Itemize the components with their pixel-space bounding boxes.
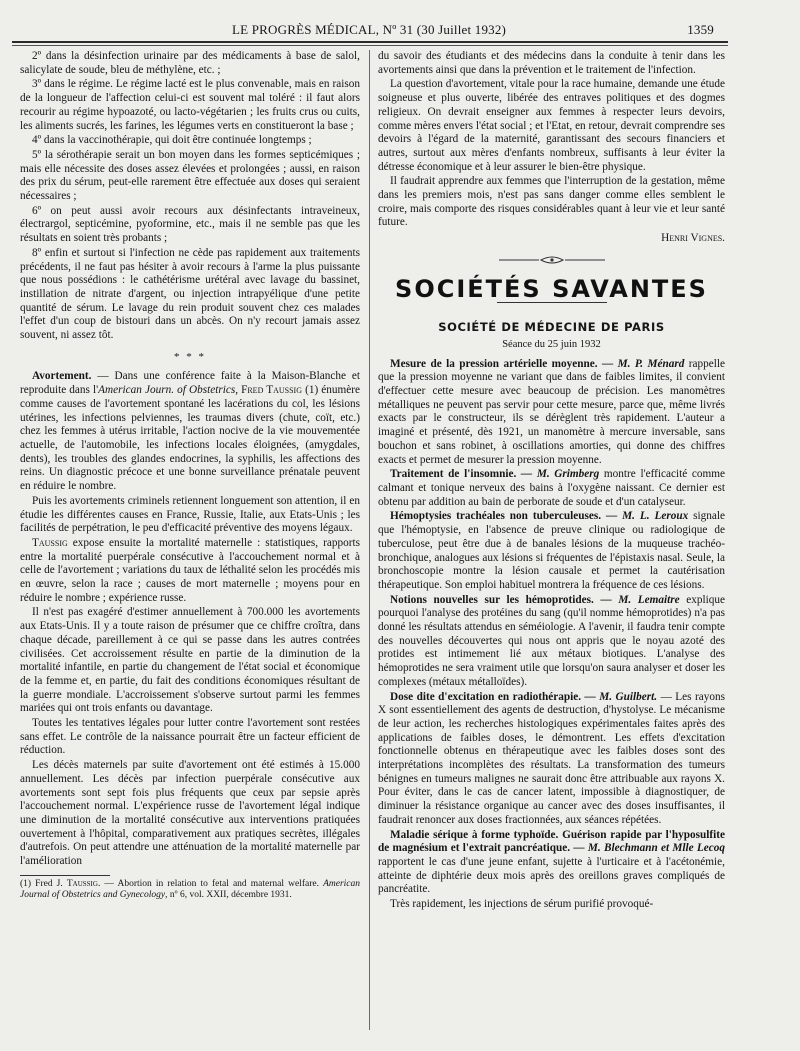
ornament-divider <box>378 254 725 271</box>
paragraph: 6º on peut aussi avoir recours aux désinfectants intraveineux, électrargol, septicémine, pyoformine, etc., mais il ne semble pas que les résultats en soient très probants ; <box>20 204 360 245</box>
communication: Dose dite d'excitation en radiothérapie. — M. Guilbert. — Les rayons X sont essentiellement des agents de destruction, d'hystolyse. Le mécanisme de leur action, les recherches histologiques expérimentales faites après des applications de faibles doses, le démontrent. Les effets d'excitation fonctionnelle obtenus en thérapeutique avec les faibles doses sont des interprétations incomplètes des résultats. La transformation des tumeurs bénignes en tumeurs malignes ne saurait donc être attribuable aux rayons X. Pour éviter, dans le cas de cancer latent, impossible à diagnostiquer, de diminuer la résistance organique au cancer avec des doses insuffisantes, il faudrait renoncer aux doses fractionnées, aux séances répétées. <box>378 690 725 826</box>
left-column <box>20 50 360 902</box>
column-divider <box>369 50 370 1030</box>
communication-title: Dose dite d'excitation en radiothérapie. <box>390 690 582 703</box>
author-name: — M. Lemaitre <box>593 593 680 606</box>
communication-title: Traitement de l'insomnie. <box>390 468 517 481</box>
ornament-icon <box>497 254 607 266</box>
paragraph: Il n'est pas exagéré d'estimer annuellement à 700.000 les avortements aux Etats-Unis. Il y a toute raison de présumer que ce chiffre croîtra, dans chaque décade, pareillement à ce qui se passe dans les autres contrées civilisées. Cet accroissement résulte en partie de la diminution de la mortalité infantile, en partie du changement de l'état social et économique de la femme et, en partie, du fait des conditions économiques résultant de la guerre mondiale. L'accroissement s'observe surtout parmi les femmes mariées qui ont trois enfants ou davantage. <box>20 606 360 715</box>
paragraph: Taussig expose ensuite la mortalité maternelle : statistiques, rapports entre la mortalité puerpérale consécutive à l'accouchement normal et à celle de l'avortement ; variations du taux de léthalité selon les procédés mis en œuvre, selon la race ; causes de mort maternelle ; moyens pour en réduire le nombre ; expérience russe. <box>20 536 360 604</box>
paragraph: Il faudrait apprendre aux femmes que l'interruption de la gestation, même dans les premiers mois, n'est pas sans danger comme elles semblent le croire, mais comporte des risques considérables quant à leur vie et leur santé future. <box>378 175 725 229</box>
author-name: — M. P. Ménard <box>597 357 685 370</box>
communication-title: Mesure de la pression artérielle moyenne. <box>390 357 598 370</box>
header-rule <box>12 41 728 43</box>
communication: Maladie sérique à forme typhoïde. Guérison rapide par l'hyposulfite de magnésium et l'extrait pancréatique. — M. Blechmann et Mlle Lecoq rapportent le cas d'une jeune enfant, sujette à l'urticaire et à l'acétonémie, atteinte de diphtérie deux mois après des oreillons graves compliqués de pancréatite. <box>378 828 725 896</box>
communication: Hémoptysies trachéales non tuberculeuses. — M. L. Leroux signale que l'hémoptysie, en l'absence de preuve clinique ou radiologique de tuberculose, peut être due à de banales lésions de la muqueuse trachéo-bronchique, analogues aux lésions si fréquentes de l'épistaxis nasal. Seule, la bronchoscopie montre la lésion causale et permet la cautérisation thérapeutique. Son emploi habituel montrera la fréquence de ces lésions. <box>378 510 725 591</box>
communication-title: Hémoptysies trachéales non tuberculeuses. <box>390 510 602 523</box>
page-header <box>0 20 800 42</box>
paragraph: Avortement. — Dans une conférence faite à la Maison-Blanche et reproduite dans l'American Journ. of Obstetrics, Fred Taussig (1) énumère comme causes de l'avortement spontané les lacérations du col, les lésions utérines, les infections pelviennes, les traumas divers (chute, coït, etc.) chez les femmes à utérus irritable, l'action nocive de la vie mouvementée actuelle, de l'automobile, les infections locales éloignées, (amygdales, dents), les troubles des glandes endocrines, la syphilis, les affections des reins. Un diagnostic précoce et une bonne surveillance prénatale peuvent en réduire le nombre. <box>20 370 360 493</box>
society-title: SOCIÉTÉ DE MÉDECINE DE PARIS <box>438 320 665 335</box>
header-rule-thin <box>12 45 728 46</box>
author-name: — M. Blechmann et Mlle Lecoq <box>570 842 725 855</box>
paragraph: Puis les avortements criminels retiennent longuement son attention, il en étudie les différentes causes en France, Russie, Italie, aux Etats-Unis ; les facilités de perpétration, le peu d'efficacité préventive des moyens légaux. <box>20 494 360 535</box>
author-name: — M. Guilbert. <box>581 690 658 703</box>
author-name: — M. L. Leroux <box>601 510 689 523</box>
paragraph: 8º enfin et surtout si l'infection ne cède pas rapidement aux traitements précédents, il ne faut pas hésiter à avoir recours à l'arme la plus puissante que nous possédions : le cathétérisme urétéral avec lavage du bassinet, instillation de nitrate d'argent, ou injection intrapyélique d'une petite quantité de sérum. Le lavage du rein produit souvent chez ces malades l'effet d'un coup de bistouri dans un abcès. On n'y recourt jamais assez souvent, ni assez tôt. <box>20 246 360 342</box>
section-title: SOCIÉTÉS SAVANTES <box>395 274 708 303</box>
session-date: Séance du 25 juin 1932 <box>502 338 601 350</box>
page-number: 1359 <box>687 22 714 37</box>
footnote: (1) Fred J. Taussig. — Abortion in relation to fetal and maternal welfare. American Journal of Obstetrics and Gynecology, nº 6, vol. XXII, décembre 1931. <box>20 878 360 901</box>
asterism: * * * <box>174 350 206 363</box>
paragraph: 4º dans la vaccinothérapie, qui doit être continuée longtemps ; <box>32 134 312 147</box>
communication: Notions nouvelles sur les hémoprotides. — M. Lemaitre explique pourquoi l'analyse des protéines du sang (qu'il nomme hémoprotides) n'a pas donné les résultats attendus en séméiologie. A l'avenir, il faudra tenir compte des nouvelles découvertes qui nous ont appris que le noyau azoté des protides est intimement lié aux métaux biotiques. L'analyse des hémoprotides ne sera vraiment utile que lorsqu'on saura analyser et doser les complexes (métaux métalloïdes). <box>378 593 725 688</box>
journal-title: American Journ. of Obstetrics <box>98 384 236 397</box>
author-name: Fred Taussig <box>241 384 302 397</box>
footnote-rule <box>20 875 110 876</box>
signature: Henri Vignes. <box>661 232 725 245</box>
communication-title: Maladie sérique à forme typhoïde. Guérison rapide par l'hyposulfite de magnésium et l'extrait pancréatique. <box>378 828 725 855</box>
paragraph: Très rapidement, les injections de sérum purifié provoqué- <box>390 898 654 911</box>
communication: Traitement de l'insomnie. — M. Grimberg montre l'efficacité comme calmant et tonique nerveux des bains à l'oxygène naissant. Ce dernier est obtenu par addition au bain de perborate de soude et d'un catalyseur. <box>378 468 725 508</box>
author-name: — M. Grimberg <box>516 468 600 481</box>
right-column <box>378 50 725 913</box>
paragraph: 5º la sérothérapie serait un bon moyen dans les formes septicémiques ; mais elle nécessite des doses assez élevées et prolongées ; aussi, en raison des prix du sérum, peut-elle rarement être effectuée aux doses qui seraient nécessaires ; <box>20 148 360 203</box>
communication-title: Notions nouvelles sur les hémoprotides. <box>390 593 594 606</box>
paragraph: Toutes les tentatives légales pour lutter contre l'avortement sont restées sans effet. Le contrôle de la naissance pourrait être un facteur efficient de réduction. <box>20 717 360 757</box>
paragraph: La question d'avortement, vitale pour la race humaine, demande une étude soigneuse et plus ouverte, libérée des entraves politiques et des dogmes religieux. On devrait enseigner aux femmes à respecter leurs devoirs, comme mères envers l'état social ; et l'Etat, en retour, devrait comprendre ses devoirs à l'égard de la maternité, garantissant des secours financiers et autres, surtout aux mères d'enfants nombreux, suffisants à leur éviter la détresse économique et à leur assurer le bien-être physique. <box>378 78 725 173</box>
author-name: Taussig <box>32 536 68 549</box>
paragraph: 3º dans le régime. Le régime lacté est le plus convenable, mais en raison de la longueur de l'affection celui-ci est souvent mal toléré : il faut alors recourir au régime hypoazoté, ou lacto-végétarien ; les fruits crus ou cuits, les aliments sucrés, les farines, les légumes verts en constitueront la base ; <box>20 78 360 132</box>
paragraph: 2º dans la désinfection urinaire par des médicaments à base de salol, salicylate de soude, bleu de méthylène, etc. ; <box>20 50 360 76</box>
article-heading: Avortement. <box>32 370 92 383</box>
running-title: LE PROGRÈS MÉDICAL, Nº 31 (30 Juillet 1932) <box>232 22 507 37</box>
paragraph: Les décès maternels par suite d'avortement ont été estimés à 15.000 annuellement. Les décès par infection puerpérale consécutive aux avortements sont sept fois plus fréquents que ceux par sepsie après l'accouchement normal. L'expérience russe de l'avortement légal indique une diminution de la mortalité consécutive aux interventions pratiquées ouvertement à l'hôpital, comparativement aux pratiques secrètes, illégales d'autrefois. On peut attendre une atténuation de la mortalité maternelle par l'amélioration <box>20 759 360 868</box>
paragraph: du savoir des étudiants et des médecins dans la conduite à tenir dans les avortements ainsi que dans la prévention et le traitement de l'infection. <box>378 50 725 76</box>
communication: Mesure de la pression artérielle moyenne. — M. P. Ménard rappelle que la pression moyenne ne variant que dans de faibles limites, il convient d'effectuer cette mesure avec beaucoup de précision. Les manomètres métalliques ne peuvent pas servir pour cette mesure, parce que, même livrés exacts par le constructeur, ils se dérèglent très rapidement. L'auteur a imaginé et présenté, dès 1921, un manomètre à mercure inversable, sans bouchon et sans robinet, à oscillations amorties, qui donne des chiffres exacts et permet de mesurer la pression moyenne. <box>378 357 725 466</box>
